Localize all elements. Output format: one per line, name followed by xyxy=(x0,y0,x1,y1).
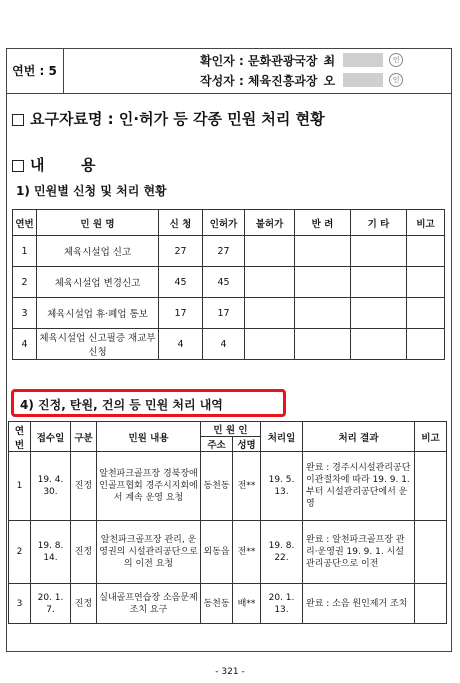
page-number: - 321 - xyxy=(215,667,245,677)
col-header: 불허가 xyxy=(245,210,295,236)
table-cell xyxy=(295,267,351,298)
table-cell xyxy=(295,329,351,360)
table-header-row xyxy=(13,210,445,236)
table-cell: 19. 8. 22. xyxy=(261,521,303,584)
section1-title: 1) 민원별 신청 및 처리 현황 xyxy=(16,184,167,198)
table-cell: 전** xyxy=(233,452,261,521)
table-cell: 2 xyxy=(9,521,31,584)
table-cell: 4 xyxy=(159,329,203,360)
table-cell: 진정 xyxy=(71,521,97,584)
table-row xyxy=(13,267,445,298)
col-header: 비고 xyxy=(415,422,447,452)
table-cell: 완료 : 알천파크골프장 관리·운영권 19. 9. 1. 시설관리공단으로 이전 xyxy=(303,521,415,584)
col-header: 민 원 인 xyxy=(201,422,261,437)
table-cell xyxy=(415,452,447,521)
table-cell: 4 xyxy=(203,329,245,360)
table-cell: 27 xyxy=(159,236,203,267)
table-cell: 1 xyxy=(13,236,37,267)
table-cell: 45 xyxy=(159,267,203,298)
col-header: 인허가 xyxy=(203,210,245,236)
checkbox-icon xyxy=(12,160,24,172)
table-cell: 19. 4. 30. xyxy=(31,452,71,521)
table-cell: 3 xyxy=(9,584,31,624)
col-header: 민 원 명 xyxy=(37,210,159,236)
col-header: 연번 xyxy=(13,210,37,236)
author-row xyxy=(200,71,403,89)
redaction-block xyxy=(343,53,383,67)
table-cell: 실내골프연습장 소음문제 조치 요구 xyxy=(97,584,201,624)
confirmer-label: 확인자 : 문화관광국장 xyxy=(200,53,318,68)
table-cell: 알천파크골프장 경북장애인골프협회 경주시지회에서 계속 운영 요청 xyxy=(97,452,201,521)
table-cell xyxy=(245,298,295,329)
redaction-block xyxy=(343,73,383,87)
col-header: 구분 xyxy=(71,422,97,452)
table-cell xyxy=(351,236,407,267)
table-cell: 진정 xyxy=(71,584,97,624)
col-header: 처리일 xyxy=(261,422,303,452)
content-heading: 내 용 xyxy=(12,154,96,175)
table-row xyxy=(13,329,445,360)
confirmer-row xyxy=(200,51,403,69)
table-row xyxy=(9,452,447,521)
table-cell xyxy=(245,267,295,298)
col-header: 신 청 xyxy=(159,210,203,236)
table-cell: 45 xyxy=(203,267,245,298)
table-cell: 전** xyxy=(233,521,261,584)
table-cell: 27 xyxy=(203,236,245,267)
table-cell: 1 xyxy=(9,452,31,521)
col-header: 처리 결과 xyxy=(303,422,415,452)
table-cell: 19. 8. 14. xyxy=(31,521,71,584)
header-divider xyxy=(6,93,452,94)
table-cell: 2 xyxy=(13,267,37,298)
table-row xyxy=(13,298,445,329)
table-cell: 완료 : 소음 원인제거 조치 xyxy=(303,584,415,624)
author-name: 오 xyxy=(323,73,336,88)
col-header: 주소 xyxy=(201,437,233,452)
table-cell xyxy=(415,521,447,584)
seal-icon: 인 xyxy=(389,53,403,67)
table-cell: 동천동 xyxy=(201,584,233,624)
request-title: 요구자료명 : 인·허가 등 각종 민원 처리 현황 xyxy=(12,108,325,129)
table-cell: 체육시설업 변경신고 xyxy=(37,267,159,298)
table-cell xyxy=(407,267,445,298)
col-header: 민원 내용 xyxy=(97,422,201,452)
table-cell: 체육시설업 신고필증 재교부신청 xyxy=(37,329,159,360)
col-header: 비고 xyxy=(407,210,445,236)
table-cell: 17 xyxy=(203,298,245,329)
table-cell: 17 xyxy=(159,298,203,329)
table-cell: 완료 : 경주시시설관리공단 이관절차에 따라 19. 9. 1.부터 시설관리공단에서 운영 xyxy=(303,452,415,521)
table-header-row xyxy=(9,422,447,437)
section4-title: 4) 진정, 탄원, 건의 등 민원 처리 내역 xyxy=(20,398,223,412)
confirmer-name: 최 xyxy=(323,53,336,68)
table-cell xyxy=(295,236,351,267)
table-cell: 알천파크골프장 관리, 운영권의 시설관리공단으로의 이전 요청 xyxy=(97,521,201,584)
table-cell xyxy=(407,298,445,329)
table-cell: 20. 1. 13. xyxy=(261,584,303,624)
table-cell xyxy=(351,267,407,298)
table-cell: 배** xyxy=(233,584,261,624)
checkbox-icon xyxy=(12,114,24,126)
table-cell: 체육시설업 신고 xyxy=(37,236,159,267)
col-header: 접수일 xyxy=(31,422,71,452)
table-cell xyxy=(407,329,445,360)
table-cell: 진정 xyxy=(71,452,97,521)
serial-number: 연번 : 5 xyxy=(6,48,64,93)
col-header: 기 타 xyxy=(351,210,407,236)
table-cell xyxy=(245,329,295,360)
table-cell: 외동읍 xyxy=(201,521,233,584)
table-cell: 체육시설업 휴·폐업 통보 xyxy=(37,298,159,329)
petition-details-table xyxy=(8,421,447,624)
table-cell: 3 xyxy=(13,298,37,329)
col-header: 성명 xyxy=(233,437,261,452)
table-cell xyxy=(415,584,447,624)
petition-status-table xyxy=(12,209,445,360)
table-row xyxy=(13,236,445,267)
col-header: 반 려 xyxy=(295,210,351,236)
table-row xyxy=(9,584,447,624)
table-cell: 19. 5. 13. xyxy=(261,452,303,521)
table-cell: 20. 1. 7. xyxy=(31,584,71,624)
table-cell xyxy=(407,236,445,267)
seal-icon: 인 xyxy=(389,73,403,87)
table-cell xyxy=(351,329,407,360)
table-cell xyxy=(351,298,407,329)
table-cell xyxy=(245,236,295,267)
author-label: 작성자 : 체육진흥과장 xyxy=(200,73,318,88)
table-row xyxy=(9,521,447,584)
table-cell xyxy=(295,298,351,329)
table-cell: 4 xyxy=(13,329,37,360)
col-header: 연번 xyxy=(9,422,31,452)
table-cell: 동천동 xyxy=(201,452,233,521)
